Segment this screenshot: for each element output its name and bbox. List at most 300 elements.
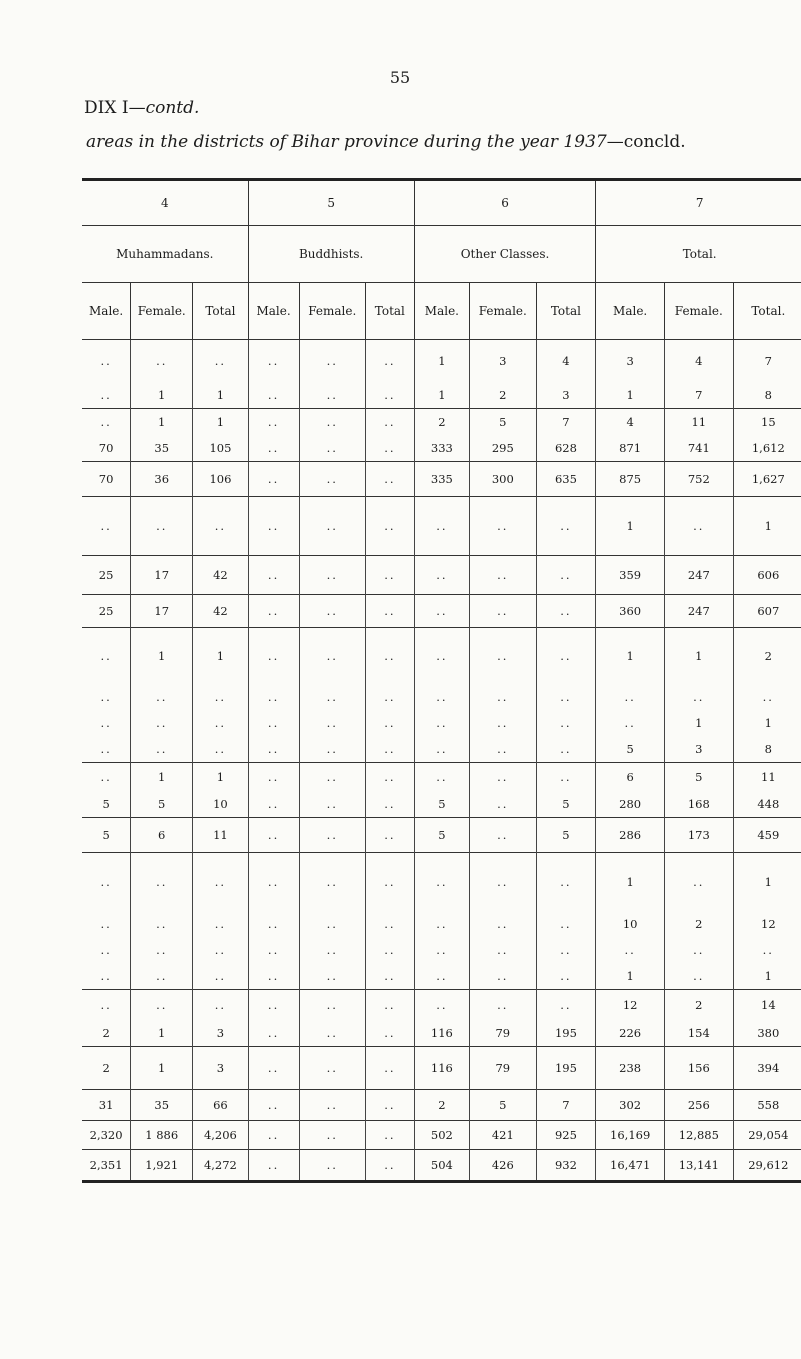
table-cell: .. — [299, 1047, 365, 1090]
table-cell: 426 — [470, 1150, 536, 1182]
table-cell: 1 — [131, 1047, 193, 1090]
column-header: Female. — [664, 283, 733, 340]
column-header: Total. — [751, 304, 786, 318]
table-cell: .. — [536, 556, 596, 595]
table-cell: .. — [299, 462, 365, 497]
table-cell: 3 — [536, 382, 596, 409]
table-cell: 168 — [664, 791, 733, 818]
table-cell: 504 — [414, 1150, 469, 1182]
table-row — [82, 340, 801, 383]
table-caption — [86, 132, 686, 152]
table-cell: .. — [248, 791, 299, 818]
table-cell: .. — [299, 1150, 365, 1182]
table-row — [82, 1047, 801, 1090]
table-cell: .. — [299, 963, 365, 990]
table-cell: .. — [365, 710, 414, 736]
table-cell: .. — [414, 628, 469, 685]
table-row — [82, 1020, 801, 1047]
table-cell: .. — [365, 736, 414, 763]
table-cell: 1 — [131, 628, 193, 685]
table-cell: .. — [299, 763, 365, 792]
table-cell: .. — [248, 409, 299, 436]
table-cell: 3 — [596, 340, 665, 383]
group-muhammadans: Muhammadans. — [82, 226, 248, 283]
table-cell: 394 — [733, 1047, 801, 1090]
table-cell: .. — [414, 736, 469, 763]
table-cell: .. — [299, 497, 365, 556]
table-cell: 173 — [664, 818, 733, 853]
subheader-row — [82, 283, 801, 340]
table-cell: .. — [299, 937, 365, 963]
table-cell: 195 — [536, 1020, 596, 1047]
table-cell: .. — [82, 853, 131, 912]
table-cell: .. — [248, 1020, 299, 1047]
table-cell: 1 — [193, 409, 248, 436]
table-cell: .. — [365, 963, 414, 990]
table-cell: 5 — [414, 791, 469, 818]
column-number-row — [82, 180, 801, 226]
table-cell: .. — [365, 628, 414, 685]
table-cell: 1 — [414, 340, 469, 383]
table-cell: 11 — [664, 409, 733, 436]
table-cell: .. — [470, 556, 536, 595]
table-cell: 295 — [470, 435, 536, 462]
table-cell: .. — [193, 911, 248, 937]
table-cell: .. — [365, 1150, 414, 1182]
table-cell: 925 — [536, 1121, 596, 1150]
table-cell: 1 886 — [131, 1121, 193, 1150]
table-cell: .. — [131, 340, 193, 383]
table-cell: 5 — [414, 818, 469, 853]
table-cell: .. — [536, 595, 596, 628]
table-cell: .. — [365, 340, 414, 383]
table-cell: 1 — [664, 710, 733, 736]
table-cell: 3 — [193, 1047, 248, 1090]
population-table — [82, 178, 801, 1183]
table-cell: .. — [596, 684, 665, 710]
table-cell: 10 — [193, 791, 248, 818]
table-cell: .. — [365, 911, 414, 937]
table-cell: 226 — [596, 1020, 665, 1047]
column-number-5: 5 — [248, 180, 414, 226]
table-cell: .. — [536, 710, 596, 736]
table-cell: .. — [248, 1090, 299, 1121]
table-row — [82, 791, 801, 818]
table-cell: 2,351 — [82, 1150, 131, 1182]
table-cell: .. — [299, 409, 365, 436]
table-cell: 256 — [664, 1090, 733, 1121]
table-cell: 1 — [764, 716, 772, 730]
table-cell: .. — [248, 628, 299, 685]
table-cell: 752 — [664, 462, 733, 497]
table-cell: .. — [299, 435, 365, 462]
column-header: Total — [193, 283, 248, 340]
table-cell: .. — [248, 937, 299, 963]
table-row — [82, 409, 801, 436]
table-row — [82, 736, 801, 763]
table-row — [82, 937, 801, 963]
group-other-classes: Other Classes. — [414, 226, 596, 283]
table-row — [82, 763, 801, 792]
page-number: 55 — [389, 68, 411, 87]
table-cell: .. — [762, 943, 774, 957]
table-cell: 286 — [596, 818, 665, 853]
table-body — [82, 340, 801, 1182]
table-cell: .. — [248, 595, 299, 628]
table-cell: 70 — [82, 462, 131, 497]
table-cell: .. — [414, 556, 469, 595]
table-cell: 1,612 — [751, 441, 785, 455]
table-cell: 36 — [131, 462, 193, 497]
table-row — [82, 462, 801, 497]
table-cell: .. — [82, 409, 131, 436]
table-cell: .. — [365, 497, 414, 556]
table-cell: 25 — [82, 595, 131, 628]
table-cell: .. — [299, 911, 365, 937]
table-cell: 31 — [82, 1090, 131, 1121]
table-cell: 14 — [733, 990, 801, 1021]
table-cell: 6 — [131, 818, 193, 853]
table-cell: 5 — [470, 409, 536, 436]
table-cell: 1 — [733, 853, 801, 912]
table-cell: .. — [248, 340, 299, 383]
table-cell: .. — [414, 853, 469, 912]
table-cell: 79 — [470, 1020, 536, 1047]
table-cell: 105 — [193, 435, 248, 462]
table-cell: .. — [248, 684, 299, 710]
table-cell: 79 — [470, 1047, 536, 1090]
table-cell: 2,320 — [82, 1121, 131, 1150]
table-cell: .. — [248, 963, 299, 990]
table-cell: 1 — [596, 963, 665, 990]
table-cell: .. — [664, 853, 733, 912]
table-cell: .. — [365, 462, 414, 497]
table-cell: .. — [248, 462, 299, 497]
table-cell: .. — [414, 595, 469, 628]
table-cell: 635 — [536, 462, 596, 497]
table-cell: 16,169 — [596, 1121, 665, 1150]
column-number-7: 7 — [596, 180, 801, 226]
table-cell: .. — [299, 382, 365, 409]
table-cell: 1 — [131, 1020, 193, 1047]
table-cell: 12 — [596, 990, 665, 1021]
table-cell: 5 — [82, 818, 131, 853]
table-row — [82, 818, 801, 853]
table-cell: .. — [248, 497, 299, 556]
table-cell: .. — [365, 1121, 414, 1150]
table-cell: .. — [470, 791, 536, 818]
table-row — [82, 990, 801, 1021]
table-cell: 421 — [470, 1121, 536, 1150]
table-cell: 3 — [470, 340, 536, 383]
table-row — [82, 963, 801, 990]
table-cell: 35 — [131, 435, 193, 462]
table-cell: 247 — [664, 595, 733, 628]
table-cell: 5 — [536, 818, 596, 853]
table-cell: 2 — [733, 628, 801, 685]
table-cell: 459 — [733, 818, 801, 853]
table-cell: .. — [536, 628, 596, 685]
group-header-row — [82, 226, 801, 283]
column-header: Male. — [596, 283, 665, 340]
table-cell: .. — [414, 911, 469, 937]
table-cell: .. — [664, 684, 733, 710]
table-cell: .. — [193, 736, 248, 763]
table-cell: .. — [131, 937, 193, 963]
table-cell: .. — [762, 690, 774, 704]
table-cell: 116 — [414, 1020, 469, 1047]
table-cell: 154 — [664, 1020, 733, 1047]
table-cell: .. — [82, 382, 131, 409]
table-cell: 42 — [193, 556, 248, 595]
table-cell: 2 — [470, 382, 536, 409]
table-cell: 106 — [193, 462, 248, 497]
table-cell: 4,206 — [193, 1121, 248, 1150]
table-cell: .. — [536, 736, 596, 763]
table-cell: .. — [365, 556, 414, 595]
table-cell: .. — [470, 990, 536, 1021]
caption-text: areas in the districts of Bihar province during the year 1937 — [86, 132, 607, 152]
table-cell: .. — [248, 763, 299, 792]
table-cell: 448 — [757, 797, 780, 811]
table-cell: .. — [248, 1150, 299, 1182]
table-cell: .. — [365, 595, 414, 628]
table-cell: .. — [131, 497, 193, 556]
table-cell: .. — [536, 990, 596, 1021]
column-header: Female. — [299, 283, 365, 340]
table-cell: 12 — [761, 917, 776, 931]
table-cell: 29,054 — [733, 1121, 801, 1150]
table-cell: 628 — [536, 435, 596, 462]
table-cell: 607 — [733, 595, 801, 628]
column-number-4: 4 — [82, 180, 248, 226]
table-cell: 7 — [536, 1090, 596, 1121]
table-cell: .. — [365, 818, 414, 853]
table-cell: 1 — [193, 763, 248, 792]
table-cell: 1 — [596, 497, 665, 556]
table-cell: .. — [131, 710, 193, 736]
table-cell: 238 — [596, 1047, 665, 1090]
table-cell: 360 — [596, 595, 665, 628]
table-cell: .. — [131, 911, 193, 937]
table-cell: 1,921 — [131, 1150, 193, 1182]
table-cell: 7 — [733, 340, 801, 383]
table-row — [82, 1121, 801, 1150]
table-cell: .. — [82, 736, 131, 763]
table-row — [82, 911, 801, 937]
table-cell: 10 — [596, 911, 665, 937]
table-cell: .. — [82, 937, 131, 963]
table-cell: 333 — [414, 435, 469, 462]
table-cell: 280 — [596, 791, 665, 818]
table-cell: .. — [414, 763, 469, 792]
table-cell: 11 — [193, 818, 248, 853]
table-cell: .. — [299, 791, 365, 818]
table-cell: 7 — [664, 382, 733, 409]
table-cell: .. — [299, 595, 365, 628]
table-cell: 2 — [664, 911, 733, 937]
table-cell: .. — [131, 684, 193, 710]
appendix-heading — [84, 98, 199, 118]
table-cell: .. — [193, 937, 248, 963]
table-cell: 16,471 — [596, 1150, 665, 1182]
table-cell: .. — [414, 937, 469, 963]
table-row — [82, 684, 801, 710]
table-cell: .. — [365, 382, 414, 409]
column-header: Female. — [470, 283, 536, 340]
table-cell: .. — [131, 990, 193, 1021]
table-cell: .. — [193, 684, 248, 710]
table-cell: .. — [470, 937, 536, 963]
table-cell: 1 — [131, 763, 193, 792]
table-row — [82, 853, 801, 912]
table-cell: .. — [193, 990, 248, 1021]
table-row — [82, 628, 801, 685]
table-cell: .. — [82, 497, 131, 556]
table-cell: 70 — [82, 435, 131, 462]
table-row — [82, 497, 801, 556]
table-cell: .. — [82, 963, 131, 990]
group-buddhists: Buddhists. — [248, 226, 414, 283]
table-cell: .. — [470, 710, 536, 736]
table-cell: 4 — [664, 340, 733, 383]
table-cell: 15 — [733, 409, 801, 436]
table-cell: 558 — [733, 1090, 801, 1121]
table-cell: 3 — [664, 736, 733, 763]
table-cell: 17 — [131, 556, 193, 595]
table-cell: 5 — [664, 763, 733, 792]
table-cell: 2 — [664, 990, 733, 1021]
table-cell: .. — [193, 710, 248, 736]
column-header: Male. — [248, 283, 299, 340]
table-cell: 1 — [414, 382, 469, 409]
table-cell: .. — [365, 435, 414, 462]
table-cell: 2 — [414, 1090, 469, 1121]
table-cell: .. — [248, 911, 299, 937]
table-cell: 1 — [733, 497, 801, 556]
table-cell: 335 — [414, 462, 469, 497]
table-cell: .. — [248, 382, 299, 409]
table-cell: .. — [193, 340, 248, 383]
table-cell: .. — [82, 710, 131, 736]
table-cell: .. — [664, 497, 733, 556]
table-cell: 302 — [596, 1090, 665, 1121]
table-cell: 195 — [536, 1047, 596, 1090]
table-cell: 42 — [193, 595, 248, 628]
table-cell: 8 — [764, 742, 772, 756]
table-cell: .. — [536, 853, 596, 912]
table-cell: 359 — [596, 556, 665, 595]
table-cell: .. — [299, 818, 365, 853]
column-header: Male. — [82, 283, 131, 340]
table-cell: .. — [470, 963, 536, 990]
group-total: Total. — [596, 226, 801, 283]
table-cell: 2 — [414, 409, 469, 436]
table-cell: .. — [193, 497, 248, 556]
table-cell: .. — [248, 1121, 299, 1150]
table-cell: 13,141 — [664, 1150, 733, 1182]
table-cell: 1 — [664, 628, 733, 685]
table-cell: 2 — [82, 1047, 131, 1090]
table-cell: 606 — [733, 556, 801, 595]
table-cell: .. — [299, 990, 365, 1021]
table-cell: .. — [299, 1090, 365, 1121]
table-cell: .. — [82, 628, 131, 685]
table-cell: 29,612 — [733, 1150, 801, 1182]
table-cell: 875 — [596, 462, 665, 497]
table-cell: 25 — [82, 556, 131, 595]
table-cell: 741 — [664, 435, 733, 462]
table-cell: .. — [299, 853, 365, 912]
table-cell: 35 — [131, 1090, 193, 1121]
table-cell: 4 — [596, 409, 665, 436]
table-cell: .. — [299, 1121, 365, 1150]
table-cell: .. — [414, 684, 469, 710]
table-cell: .. — [470, 911, 536, 937]
table-row — [82, 710, 801, 736]
table-cell: .. — [299, 684, 365, 710]
table-cell: .. — [596, 710, 665, 736]
table-cell: .. — [414, 710, 469, 736]
column-header: Male. — [414, 283, 469, 340]
table-cell: .. — [299, 1020, 365, 1047]
table-cell: .. — [131, 853, 193, 912]
table-cell: .. — [664, 937, 733, 963]
table-cell: 6 — [596, 763, 665, 792]
table-cell: 1 — [193, 628, 248, 685]
table-cell: 1 — [131, 382, 193, 409]
table-cell: 871 — [596, 435, 665, 462]
table-cell: 2 — [82, 1020, 131, 1047]
table-cell: .. — [248, 853, 299, 912]
table-cell: .. — [365, 937, 414, 963]
table-cell: .. — [82, 911, 131, 937]
table-cell: .. — [248, 818, 299, 853]
table-cell: .. — [248, 736, 299, 763]
table-cell: .. — [193, 963, 248, 990]
table-cell: .. — [470, 736, 536, 763]
table-cell: 11 — [733, 763, 801, 792]
table-cell: 7 — [536, 409, 596, 436]
table-cell: .. — [536, 963, 596, 990]
table-cell: 932 — [536, 1150, 596, 1182]
table-cell: 116 — [414, 1047, 469, 1090]
table-row — [82, 435, 801, 462]
table-cell: .. — [248, 710, 299, 736]
table-cell: .. — [82, 763, 131, 792]
table-cell: 8 — [764, 388, 772, 402]
table-cell: .. — [365, 409, 414, 436]
table-cell: .. — [248, 1047, 299, 1090]
table-cell: .. — [248, 556, 299, 595]
table-cell: .. — [82, 684, 131, 710]
table-cell: .. — [299, 556, 365, 595]
table-cell: .. — [299, 628, 365, 685]
table-cell: .. — [470, 853, 536, 912]
table-cell: 502 — [414, 1121, 469, 1150]
table-cell: .. — [536, 937, 596, 963]
table-cell: 380 — [757, 1026, 780, 1040]
table-cell: .. — [131, 736, 193, 763]
table-cell: .. — [470, 684, 536, 710]
table-row — [82, 1150, 801, 1182]
table-cell: .. — [536, 763, 596, 792]
table-cell: .. — [365, 763, 414, 792]
table-cell: 1,627 — [733, 462, 801, 497]
table-cell: .. — [299, 710, 365, 736]
table-cell: 156 — [664, 1047, 733, 1090]
table-cell: 17 — [131, 595, 193, 628]
